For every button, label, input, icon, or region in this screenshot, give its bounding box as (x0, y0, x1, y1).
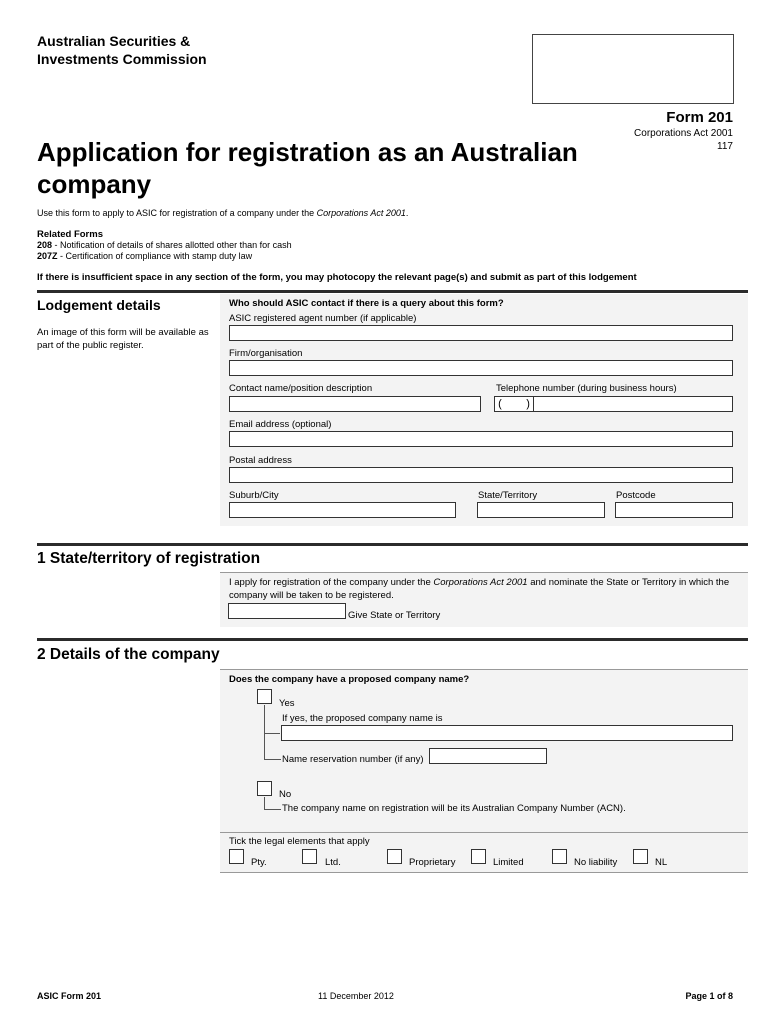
legal-elements-rule (220, 832, 748, 833)
pty-label: Pty. (251, 857, 267, 868)
section2-inner-rule (220, 669, 748, 670)
email-field[interactable] (229, 431, 733, 447)
act-section: 117 (717, 141, 733, 152)
related-form-text: - Notification of details of shares allotted other than for cash (52, 240, 292, 250)
firm-label: Firm/organisation (229, 348, 303, 359)
act-reference (634, 127, 733, 153)
statement-pre: I apply for registration of the company under the (229, 577, 434, 588)
agent-number-field[interactable] (229, 325, 733, 341)
title-line-2: company (37, 169, 152, 199)
section1-inner-rule (220, 572, 748, 573)
form-number: Form 201 (666, 109, 733, 126)
intro-act: Corporations Act 2001 (316, 208, 406, 218)
office-use-box (532, 34, 734, 104)
act-name: Corporations Act 2001 (634, 128, 733, 139)
lodgement-rule (37, 290, 748, 293)
ltd-checkbox[interactable] (302, 849, 317, 864)
proprietary-checkbox[interactable] (387, 849, 402, 864)
section1-heading: 1 State/territory of registration (37, 550, 261, 567)
section1-rule (37, 543, 748, 546)
related-forms-heading: Related Forms (37, 229, 103, 240)
nl-checkbox[interactable] (633, 849, 648, 864)
state-label: State/Territory (478, 490, 538, 501)
footer-date: 11 December 2012 (318, 991, 394, 1001)
postal-address-field[interactable] (229, 467, 733, 483)
suburb-field[interactable] (229, 502, 456, 518)
organisation-name (37, 32, 207, 68)
intro-text (37, 208, 408, 219)
suburb-label: Suburb/City (229, 490, 279, 501)
limited-checkbox[interactable] (471, 849, 486, 864)
telephone-label: Telephone number (during business hours) (496, 383, 677, 394)
company-name-question: Does the company have a proposed company name? (229, 674, 470, 685)
agent-number-label: ASIC registered agent number (if applicable) (229, 313, 417, 324)
contact-name-label: Contact name/position description (229, 383, 373, 394)
no-checkbox[interactable] (257, 781, 272, 796)
no-branch-line (264, 797, 281, 810)
acn-statement: The company name on registration will be its Australian Company Number (ACN). (282, 803, 626, 814)
section2-bottom-rule (220, 872, 748, 873)
org-line-2: Investments Commission (37, 51, 207, 67)
footer-page-number: Page 1 of 8 (685, 991, 733, 1001)
intro-post: . (405, 208, 409, 218)
no-label: No (279, 789, 292, 800)
related-form-code: 208 (37, 240, 53, 250)
related-form-text: - Certification of compliance with stamp duty law (57, 251, 253, 261)
nl-label: NL (655, 857, 668, 868)
related-forms (37, 229, 292, 262)
related-form-item[interactable] (37, 240, 292, 251)
related-form-item[interactable] (37, 251, 292, 262)
footer-form-name: ASIC Form 201 (37, 991, 102, 1001)
email-label: Email address (optional) (229, 419, 332, 430)
legal-elements-label: Tick the legal elements that apply (229, 836, 370, 847)
state-territory-field[interactable] (228, 603, 346, 619)
no-liability-checkbox[interactable] (552, 849, 567, 864)
ltd-label: Ltd. (325, 857, 341, 868)
contact-name-field[interactable] (229, 396, 481, 412)
state-field[interactable] (477, 502, 605, 518)
section2-rule (37, 638, 748, 641)
proposed-name-label: If yes, the proposed company name is (282, 713, 443, 724)
title-line-1: Application for registration as an Australian (37, 137, 578, 167)
firm-field[interactable] (229, 360, 733, 376)
lodgement-note: An image of this form will be available as part of the public register. (37, 327, 209, 351)
yes-checkbox[interactable] (257, 689, 272, 704)
give-state-label: Give State or Territory (348, 610, 441, 621)
section2-heading: 2 Details of the company (37, 646, 220, 663)
related-form-code: 207Z (37, 251, 58, 261)
postcode-label: Postcode (616, 490, 656, 501)
postal-address-label: Postal address (229, 455, 292, 466)
proprietary-label: Proprietary (409, 857, 456, 868)
postcode-field[interactable] (615, 502, 733, 518)
statement-post: and nominate the State or Territory in which the company will be taken to be registered. (229, 577, 730, 601)
reservation-number-field[interactable] (429, 748, 547, 764)
intro-pre: Use this form to apply to ASIC for registration of a company under the (37, 208, 317, 218)
statement-act: Corporations Act 2001 (433, 577, 528, 588)
lodgement-heading: Lodgement details (37, 297, 161, 313)
no-liability-label: No liability (574, 857, 618, 868)
proposed-name-field[interactable] (281, 725, 733, 741)
yes-branch-tick (264, 733, 280, 734)
limited-label: Limited (493, 857, 524, 868)
pty-checkbox[interactable] (229, 849, 244, 864)
org-line-1: Australian Securities & (37, 33, 191, 49)
yes-label: Yes (279, 698, 295, 709)
reservation-label: Name reservation number (if any) (282, 754, 424, 765)
section1-statement (229, 576, 739, 602)
form-title (37, 136, 637, 200)
contact-question: Who should ASIC contact if there is a query about this form? (229, 298, 504, 309)
photocopy-notice: If there is insufficient space in any section of the form, you may photocopy the relevant page(s) and submit as part of this lodgement (37, 272, 637, 283)
area-code-field[interactable]: ( ) (494, 396, 534, 412)
